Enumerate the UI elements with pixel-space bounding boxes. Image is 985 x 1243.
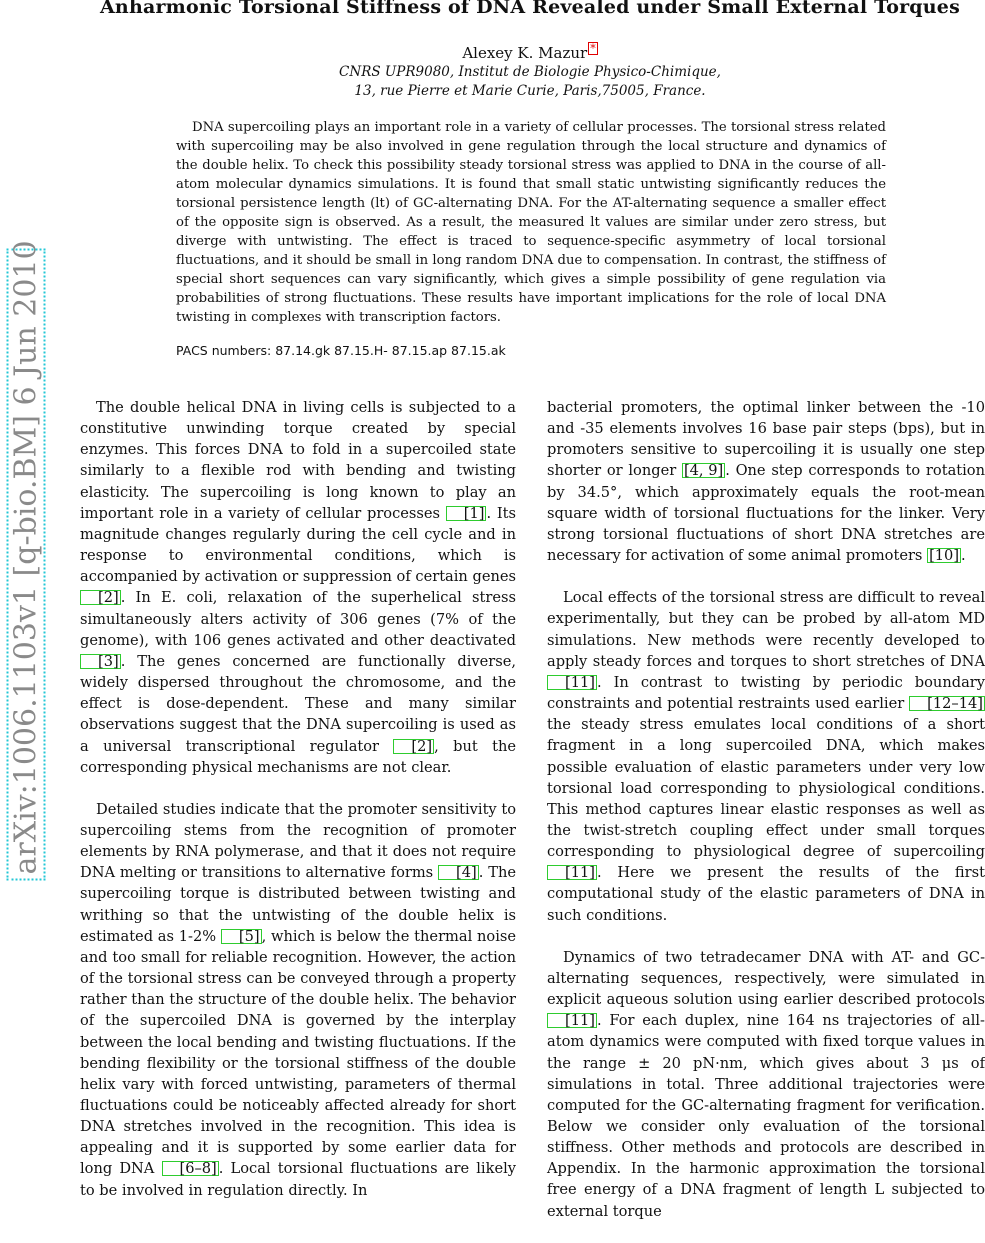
- right-column: [547, 397, 985, 1243]
- author-name: [0, 42, 985, 62]
- affiliation-line-1: CNRS UPR9080, Institut de Biologie Physico-Chimique,: [339, 64, 721, 80]
- citation-link[interactable]: [4]: [438, 865, 479, 880]
- citation-link[interactable]: [10]: [929, 547, 960, 565]
- citation-link[interactable]: [2]: [393, 739, 434, 754]
- citation-link[interactable]: [12–14]: [909, 696, 985, 711]
- left-paragraph-2: Detailed studies indicate that the promoter sensitivity to supercoiling stems from the recognition of promoter elements by RNA polymerase, and that it does not require DNA melting or transitions to alternative forms [4] . The supercoiling torque is distributed between twisting and writhing so that the untwisting of the double helix is estimated as 1-2% [5] , which is below the thermal noise and too small for reliable recognition. However, the action of the torsional stress can be conveyed through a property rather than the structure of the double helix. The behavior of the supercoiled DNA is governed by the interplay between the local bending and twisting fluctuations. If the bending flexibility or the torsional stiffness of the double helix vary with forced untwisting, parameters of thermal fluctuations could be noticeably affected already for short DNA stretches involved in the recognition. This idea is appealing and it is supported by some earlier data for long DNA [6–8] . Local torsional fluctuations are likely to be involved in regulation directly. In: [80, 800, 516, 1199]
- author-footnote-link[interactable]: *: [590, 42, 596, 55]
- citation-link[interactable]: [11]: [547, 675, 597, 690]
- pacs-numbers: PACS numbers: 87.14.gk 87.15.H- 87.15.ap 87.15.ak: [176, 343, 506, 358]
- left-column: [80, 397, 516, 1222]
- citation-link[interactable]: [11]: [547, 865, 597, 880]
- left-paragraph-1: The double helical DNA in living cells is subjected to a constitutive unwinding torque created by special enzymes. This forces DNA to fold in a supercoiled state similarly to a flexible rod with bending and twisting elasticity. The supercoiling is long known to play an important role in a variety of cellular processes [1] . Its magnitude changes regularly during the cell cycle and in response to environmental conditions, which is accompanied by activation or suppression of certain genes [2] . In E. coli, relaxation of the superhelical stress simultaneously alters activity of 306 genes (7% of the genome), with 106 genes activated and other deactivated [3] . The genes concerned are functionally diverse, widely dispersed throughout the chromosome, and the effect is dose-dependent. These and many similar observations suggest that the DNA supercoiling is used as a universal transcriptional regulator [2] , but the corresponding physical mechanisms are not clear.: [80, 399, 516, 776]
- citation-link[interactable]: [3]: [80, 654, 121, 669]
- paper-title: Anharmonic Torsional Stiffness of DNA Revealed under Small External Torques: [99, 0, 960, 18]
- citation-link[interactable]: [1]: [446, 506, 487, 521]
- abstract-text: DNA supercoiling plays an important role in a variety of cellular processes. The torsional stress related with supercoiling may be also involved in gene regulation through the local structure and dynamics of the double helix. To check this possibility steady torsional stress was applied to DNA in the course of all-atom molecular dynamics simulations. It is found that small static untwisting significantly reduces the torsional persistence length (lt) of GC-alternating DNA. For the AT-alternating sequence a smaller effect of the opposite sign is observed. As a result, the measured lt values are similar under zero stress, but diverge with untwisting. The effect is traced to sequence-specific asymmetry of local torsional fluctuations, and it should be small in long random DNA due to compensation. In contrast, the stiffness of special short sequences can vary significantly, which gives a simple possibility of gene regulation via probabilities of strong fluctuations. These results have important implications for the role of local DNA twisting in complexes with transcription factors.: [176, 120, 886, 326]
- author-text: Alexey K. Mazur: [462, 44, 588, 62]
- arxiv-stamp[interactable]: arXiv:1006.1103v1 [q-bio.BM] 6 Jun 2010: [7, 249, 46, 881]
- citation-link[interactable]: [11]: [547, 1013, 597, 1028]
- citation-link[interactable]: [2]: [80, 590, 121, 605]
- right-paragraph-1: bacterial promoters, the optimal linker between the -10 and -35 elements involves 16 base pair steps (bps), but in promoters sensitive to supercoiling it is usually one step shorter or longer [4, 9] . One step corresponds to rotation by 34.5°, which approximately equals the root-mean square width of torsional fluctuations for the linker. Very strong torsional fluctuations of short DNA stretches are necessary for activation of some animal promoters [10] .: [547, 399, 985, 565]
- affiliation-line-2: 13, rue Pierre et Marie Curie, Paris,75005, France.: [354, 83, 706, 99]
- right-paragraph-3: Dynamics of two tetradecamer DNA with AT- and GC-alternating sequences, respectively, were simulated in explicit aqueous solution using earlier described protocols [11] . For each duplex, nine 164 ns trajectories of all-atom dynamics were computed with fixed torque values in the range ± 20 pN·nm, which gives about 3 μs of simulations in total. Three additional trajectories were computed for the GC-alternating fragment for verification. Below we consider only evaluation of the torsional stiffness. Other methods and protocols are described in Appendix. In the harmonic approximation the torsional free energy of a DNA fragment of length L subjected to external torque: [547, 948, 985, 1220]
- citation-link[interactable]: [6–8]: [162, 1161, 219, 1176]
- citation-link[interactable]: [4, 9]: [683, 462, 724, 480]
- citation-link[interactable]: [5]: [221, 929, 262, 944]
- abstract: [176, 118, 886, 328]
- right-paragraph-2: Local effects of the torsional stress are difficult to reveal experimentally, but they can be probed by all-atom MD simulations. New methods were recently developed to apply steady forces and torques to short stretches of DNA [11] . In contrast to twisting by periodic boundary constraints and potential restraints used earlier [12–14] the steady stress emulates local conditions of a short fragment in a long supercoiled DNA, which makes possible evaluation of elastic parameters under very low torsional load corresponding to physiological conditions. This method captures linear elastic responses as well as the twist-stretch coupling effect under small torques corresponding to physiological degree of supercoiling [11] . Here we present the results of the first computational study of the elastic parameters of DNA in such conditions.: [547, 589, 985, 924]
